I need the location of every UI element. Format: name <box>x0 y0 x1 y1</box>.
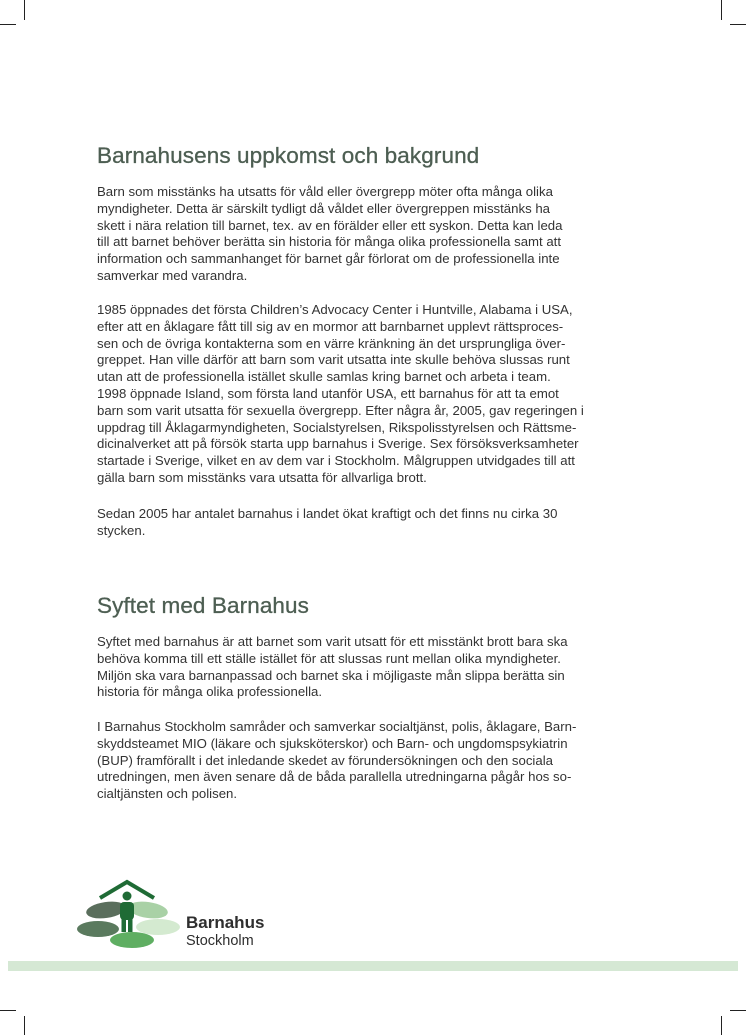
paragraph-line: gälla barn som misstänks vara utsatta för allvarliga brott. <box>97 469 427 485</box>
crop-mark <box>0 24 16 25</box>
paragraph-line: startade i Sverige, vilket en av dem var i Stockholm. Målgruppen utvidgades till att <box>97 453 575 469</box>
paragraph-line: myndigheter. Detta är särskilt tydligt då våldet eller övergreppen misstänks ha <box>97 200 550 216</box>
paragraph <box>97 302 584 487</box>
paragraph-line: barn som varit utsatta för sexuella övergrepp. Efter några år, 2005, gav regeringen i <box>97 402 584 418</box>
paragraph-line: cialtjänsten och polisen. <box>97 786 238 802</box>
paragraph-line: behöva komma till ett ställe istället för att slussas runt mellan olika myndigheter. <box>97 650 561 666</box>
footer-bar <box>8 961 738 971</box>
paragraph-line: I Barnahus Stockholm samråder och samverkar socialtjänst, polis, åklagare, Barn- <box>97 719 577 734</box>
paragraph-line: Syftet med barnahus är att barnet som varit utsatt för ett misstänkt brott bara ska <box>97 634 568 649</box>
paragraph-line: Barn som misstänks ha utsatts för våld eller övergrepp möter ofta många olika <box>97 184 553 199</box>
crop-mark <box>730 24 746 25</box>
paragraph-line: historia för många olika professionella. <box>97 684 323 700</box>
paragraph-line: dicinalverket att på försök starta upp barnahus i Sverige. Sex försöksverksamheter <box>97 436 579 452</box>
crop-mark <box>730 1010 746 1011</box>
logo-text-stockholm: Stockholm <box>186 933 254 949</box>
paragraph-line: skyddsteamet MIO (läkare och sjuksköterskor) och Barn- och ungdomspsykiatrin <box>97 735 568 751</box>
paragraph-line: information och sammanhanget för barnet går förlorat om de professionella inte <box>97 251 560 267</box>
paragraph-line: (BUP) framförallt i det inledande skedet av förundersökningen och den sociala <box>97 752 553 768</box>
paragraph-line: samverkar med varandra. <box>97 267 248 283</box>
paragraph-line: 1985 öppnades det första Children’s Advocacy Center i Huntville, Alabama i USA, <box>97 302 573 317</box>
paragraph-line: uppdrag till Åklagarmyndigheten, Socialstyrelsen, Rikspolisstyrelsen och Rättsme- <box>97 419 577 435</box>
crop-mark <box>24 0 25 20</box>
paragraph-line: greppet. Han ville därför att barn som varit utsatta inte skulle behöva slussas runt <box>97 352 570 368</box>
section-heading-purpose: Syftet med Barnahus <box>97 593 310 618</box>
logo-text-barnahus: Barnahus <box>186 913 265 932</box>
paragraph-line: 1998 öppnade Island, som första land utanför USA, ett barnahus för att ta emot <box>97 385 559 401</box>
paragraph-line: skett i nära relation till barnet, tex. av en förälder eller ett syskon. Detta kan leda <box>97 217 563 233</box>
crop-mark <box>721 0 722 20</box>
crop-mark <box>721 1016 722 1035</box>
crop-mark <box>0 1010 16 1011</box>
barnahus-logo-icon <box>76 878 186 950</box>
paragraph-line: till att barnet behöver berätta sin historia för många olika professionella samt att <box>97 234 562 250</box>
paragraph-line: Miljön ska vara barnanpassad och barnet ska i möjligaste mån slippa berätta sin <box>97 667 565 683</box>
paragraph-line: efter att en åklagare fått till sig av en mormor att barnbarnet upplevt rättsproces- <box>97 318 564 334</box>
paragraph-line: sen och de övriga kontakterna som en värre kränkning än det ursprungliga över- <box>97 335 566 351</box>
paragraph-line: utan att de professionella istället skulle samlas kring barnet och arbeta i team. <box>97 369 551 385</box>
paragraph <box>97 634 568 701</box>
paragraph <box>97 184 562 285</box>
crop-mark <box>24 1016 25 1035</box>
paragraph-line: Sedan 2005 har antalet barnahus i landet ökat kraftigt och det finns nu cirka 30 <box>97 506 558 521</box>
paragraph <box>97 719 576 803</box>
section-heading-origin: Barnahusens uppkomst och bakgrund <box>97 143 480 168</box>
paragraph-line: stycken. <box>97 522 146 538</box>
paragraph-line: utredningen, men även senare då de båda parallella utredningarna pågår hos so- <box>97 769 572 785</box>
paragraph <box>97 506 557 540</box>
